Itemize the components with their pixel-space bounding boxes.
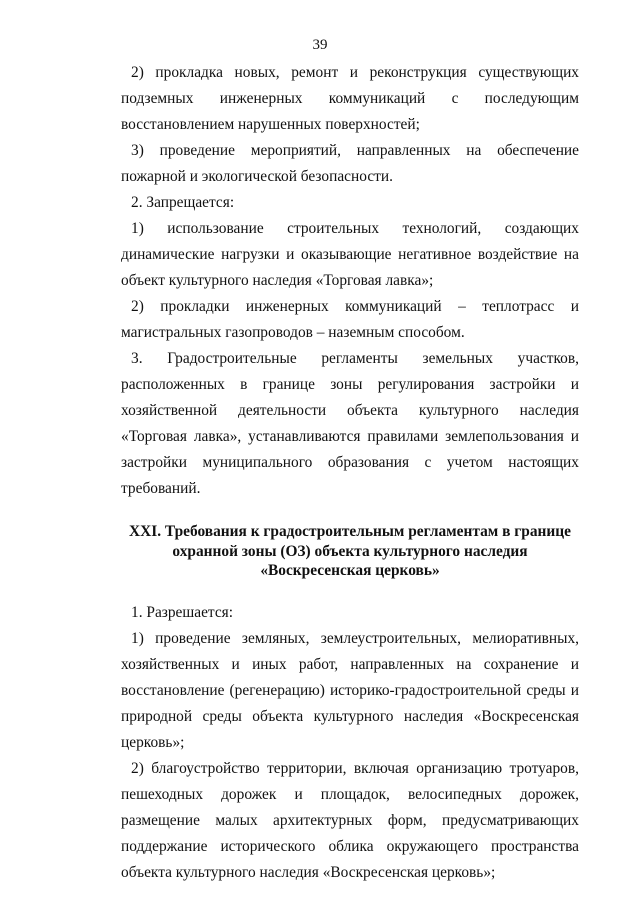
document-body xyxy=(121,60,579,886)
paragraph-allowed-heading: 1. Разрешается: xyxy=(131,603,234,621)
paragraph-regulations: 3. Градостроительные регламенты земельных участков, расположенных в границе зоны регулирования застройки и хозяйственной деятельности объекта культурного наследия «Торговая лавка», устанавливаются правилами землепользования и застройки муниципального образования с учетом настоящих требований. xyxy=(121,350,579,497)
section-heading-line-1: XXI. Требования к градостроительным регламентам в границе xyxy=(129,523,571,540)
paragraph-item-2-laying: 2) прокладка новых, ремонт и реконструкция существующих подземных инженерных коммуникаций с последующим восстановлением нарушенных поверхностей; xyxy=(121,64,579,133)
section-heading-line-2: охранной зоны (ОЗ) объекта культурного наследия xyxy=(172,542,528,560)
paragraph-prohibited-item-2: 2) прокладки инженерных коммуникаций – теплотрасс и магистральных газопроводов – наземным способом. xyxy=(121,298,579,341)
paragraph-item-3-safety: 3) проведение мероприятий, направленных на обеспечение пожарной и экологической безопасности. xyxy=(121,142,579,185)
paragraph-prohibited-heading: 2. Запрещается: xyxy=(131,194,235,211)
paragraph-prohibited-item-1: 1) использование строительных технологий, создающих динамические нагрузки и оказывающие негативное воздействие на объект культурного наследия «Торговая лавка»; xyxy=(121,220,579,289)
paragraph-allowed-item-2: 2) благоустройство территории, включая организацию тротуаров, пешеходных дорожек и площадок, велосипедных дорожек, размещение малых архитектурных форм, предусматривающих поддержание исторического облика окружающего пространства объекта культурного наследия «Воскресенская церковь»; xyxy=(121,759,579,881)
section-heading xyxy=(121,522,579,581)
section-heading-line-3: «Воскресенская церковь» xyxy=(260,562,440,579)
paragraph-allowed-item-1: 1) проведение земляных, землеустроительных, мелиоративных, хозяйственных и иных работ, направленных на сохранение и восстановление (регенерацию) историко-градостроительной среды и природной среды объекта культурного наследия «Воскресенская церковь»; xyxy=(121,629,579,751)
page-number: 39 xyxy=(312,37,328,53)
